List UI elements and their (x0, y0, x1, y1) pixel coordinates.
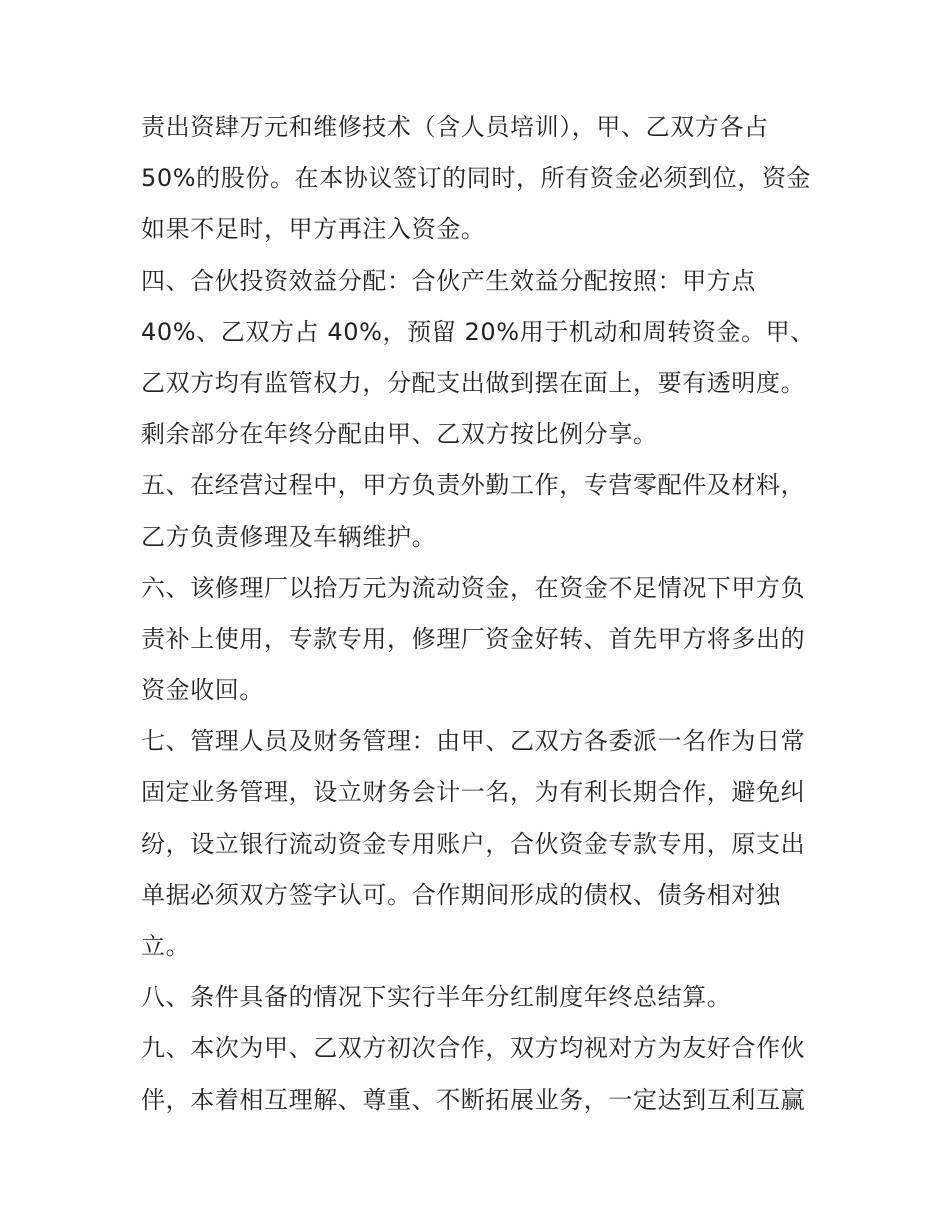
text-line: 八、条件具备的情况下实行半年分红制度年终总结算。 (141, 983, 732, 1012)
text-line: 资金收回。 (141, 676, 264, 705)
text-line: 剩余部分在年终分配由甲、乙双方按比例分享。 (141, 420, 658, 449)
document-body (141, 102, 815, 1126)
text-line: 40%、乙双方占 40%，预留 20%用于机动和周转资金。甲、 (141, 317, 815, 346)
text-line: 纷，设立银行流动资金专用账户，合伙资金专款专用，原支出 (141, 829, 806, 858)
text-line: 九、本次为甲、乙双方初次合作，双方均视对方为友好合作伙 (141, 1034, 806, 1063)
text-line: 如果不足时，甲方再注入资金。 (141, 215, 486, 244)
text-line: 责出资肆万元和维修技术（含人员培训），甲、乙双方各占 (141, 113, 769, 141)
text-line: 五、在经营过程中，甲方负责外勤工作，专营零配件及材料， (141, 471, 806, 500)
text-line: 立。 (141, 932, 191, 960)
text-line: 责补上使用，专款专用，修理厂资金好转、首先甲方将多出的 (141, 624, 806, 653)
text-line: 六、该修理厂以拾万元为流动资金，在资金不足情况下甲方负 (141, 573, 806, 602)
text-line: 固定业务管理，设立财务会计一名，为有利长期合作，避免纠 (141, 778, 806, 807)
text-line: 四、合伙投资效益分配：合伙产生效益分配按照：甲方点 (141, 266, 756, 295)
text-line: 伴，本着相互理解、尊重、不断拓展业务，一定达到互利互赢 (141, 1085, 806, 1114)
text-line: 单据必须双方签字认可。合作期间形成的债权、债务相对独 (141, 880, 781, 909)
text-line: 50%的股份。在本协议签订的同时，所有资金必须到位，资金 (141, 164, 812, 193)
text-line: 乙方负责修理及车辆维护。 (141, 522, 437, 551)
text-line: 七、管理人员及财务管理：由甲、乙双方各委派一名作为日常 (141, 727, 806, 756)
text-line: 乙双方均有监管权力，分配支出做到摆在面上，要有透明度。 (141, 368, 806, 397)
